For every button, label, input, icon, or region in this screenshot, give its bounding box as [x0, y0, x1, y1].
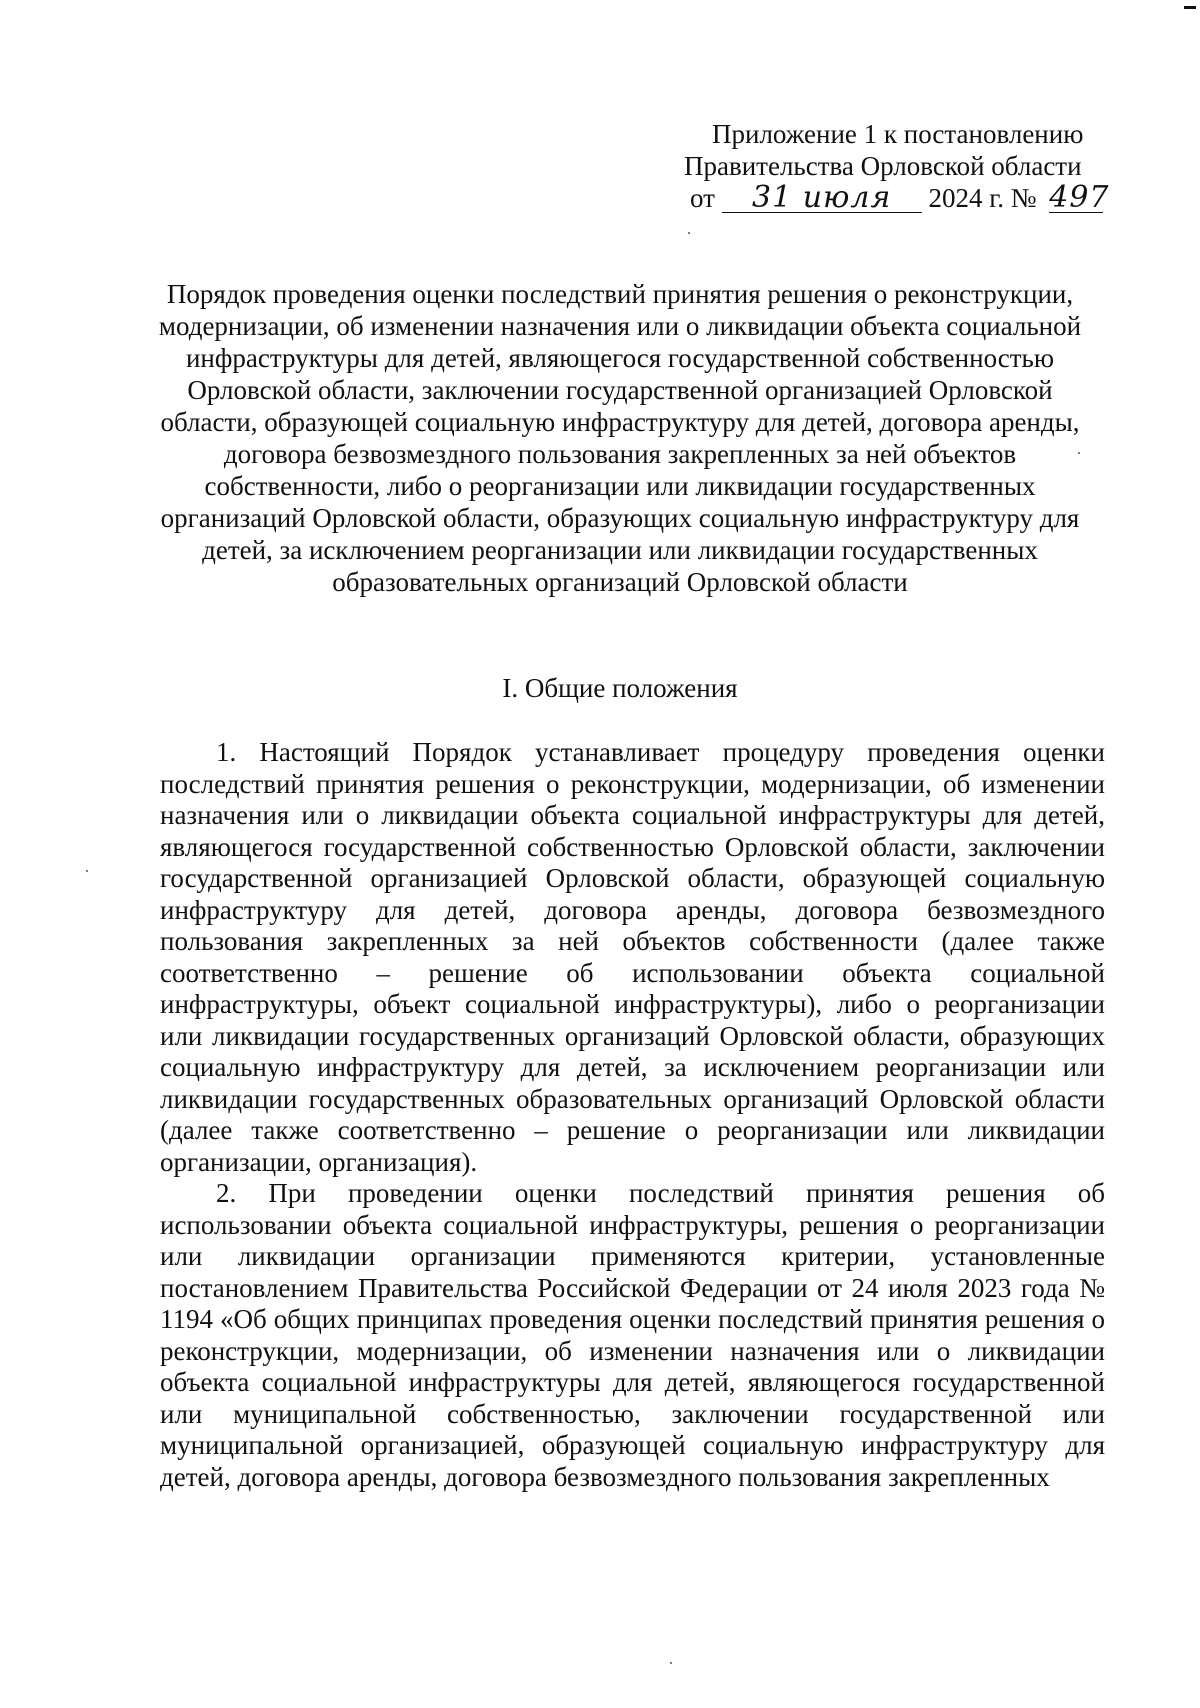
section-heading: I. Общие положения — [502, 673, 738, 703]
document-title: Порядок проведения оценки последствий принятия решения о реконструкции, модернизации, об изменении назначения или о ликвидации объекта социальной инфраструктуры для детей, являющегося государственной собственностью Орловской области, заключении государственной организацией Орловской области, образующей социальную инфраструктуру для детей, договора аренды, договора безвозмездного пользования закрепленных за ней объектов собственности, либо о реорганизации или ликвидации государственных организаций Орловской области, образующих социальную инфраструктуру для детей, за исключением реорганизации или ликвидации государственных образовательных организаций Орловской области — [158, 279, 1082, 597]
scan-mark — [1184, 6, 1196, 9]
handwritten-date: 31 июля — [722, 184, 922, 213]
appendix-line-3 — [660, 182, 1110, 214]
paragraph-1: 1. Настоящий Порядок устанавливает процедуру проведения оценки последствий принятия решения о реконструкции, модернизации, об изменении назначения или о ликвидации объекта социальной инфраструктуры для детей, являющегося государственной собственностью Орловской области, заключении государственной организацией Орловской области, образующей социальную инфраструктуру для детей, договора аренды, договора безвозмездного пользования закрепленных за ней объектов собственности (далее также соответственно – решение об использовании объекта социальной инфраструктуры, объект социальной инфраструктуры), либо о реорганизации или ликвидации государственных организаций Орловской области, образующих социальную инфраструктуру для детей, за исключением реорганизации или ликвидации государственных образовательных организаций Орловской области (далее также соответственно – решение о реорганизации или ликвидации организации, организация). — [160, 737, 1105, 1177]
appendix-year: 2024 г. № — [928, 183, 1037, 213]
scan-speck — [670, 1662, 672, 1664]
scan-speck — [86, 870, 88, 872]
document-body — [160, 737, 1105, 1493]
appendix-prefix: от — [690, 183, 715, 213]
paragraph-2: 2. При проведении оценки последствий принятия решения об использовании объекта социальной инфраструктуры, решения о реорганизации или ликвидации организации применяются критерии, установленные постановлением Правительства Российской Федерации от 24 июля 2023 года № 1194 «Об общих принципах проведения оценки последствий принятия решения о реконструкции, модернизации, об изменении назначения или о ликвидации объекта социальной инфраструктуры для детей, являющегося государственной или муниципальной собственностью, заключении государственной или муниципальной организацией, образующей социальную инфраструктуру для детей, договора аренды, договора безвозмездного пользования закрепленных — [160, 1178, 1105, 1492]
appendix-header — [660, 118, 1110, 214]
scan-speck — [688, 232, 690, 234]
scan-speck — [1078, 452, 1080, 454]
appendix-line-2: Правительства Орловской области — [684, 151, 1082, 181]
handwritten-number: 497 — [1049, 180, 1110, 215]
appendix-line-1: Приложение 1 к постановлению — [712, 119, 1084, 149]
